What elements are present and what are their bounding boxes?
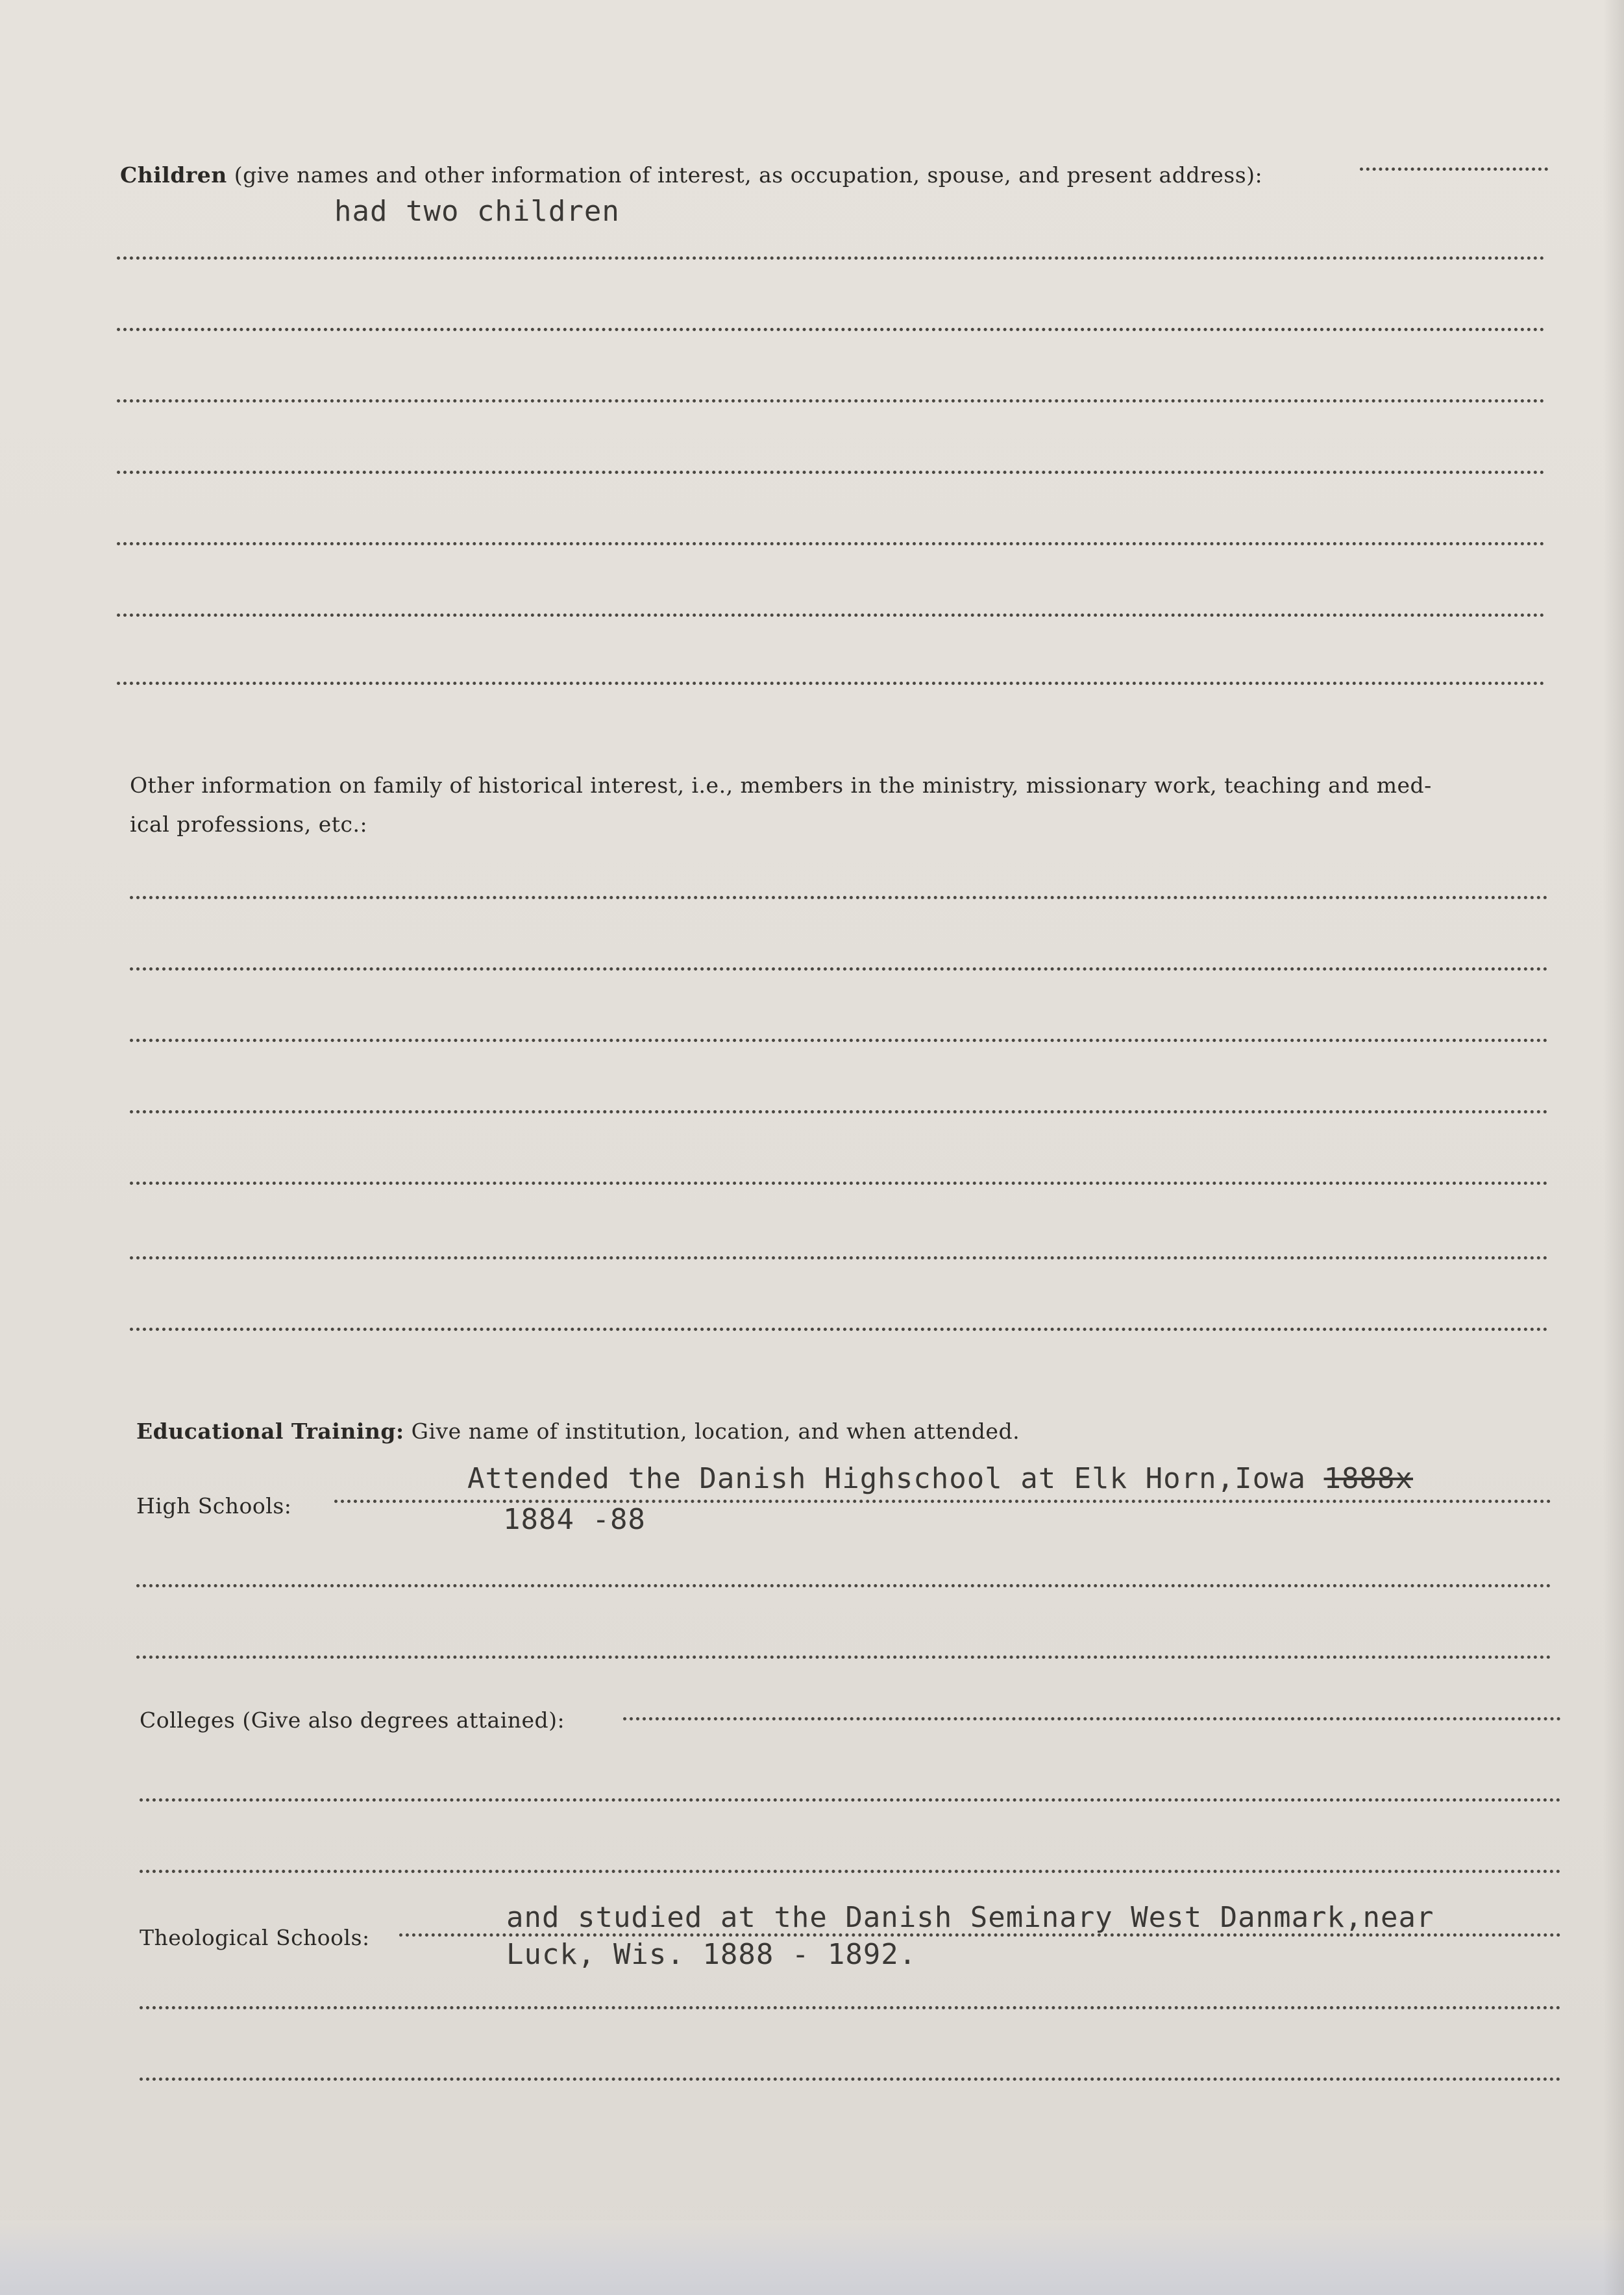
high-schools-line-2[interactable] (136, 1656, 1551, 1659)
children-line-3[interactable] (117, 399, 1545, 403)
colleges-line-2[interactable] (140, 1870, 1561, 1873)
family-line-4[interactable] (130, 1110, 1548, 1113)
colleges-label: Colleges (Give also degrees attained): (140, 1707, 565, 1733)
children-label-bold: Children (120, 162, 227, 188)
colleges-line-1[interactable] (140, 1798, 1561, 1802)
children-line-7[interactable] (117, 682, 1545, 685)
education-heading (136, 1419, 1020, 1444)
family-line-1[interactable] (130, 896, 1548, 899)
high-schools-value-line1: Attended the Danish Highschool at Elk Horn,Iowa (467, 1462, 1307, 1495)
scan-bottom-edge (0, 2220, 1624, 2295)
theological-line-1[interactable] (140, 2006, 1561, 2009)
family-info-label-line2: ical professions, etc.: (130, 812, 368, 837)
education-heading-rest: Give name of institution, location, and when attended. (411, 1419, 1020, 1444)
high-schools-value[interactable] (467, 1462, 1413, 1495)
scan-right-edge (1603, 0, 1624, 2295)
children-line-0 (1360, 167, 1548, 171)
children-value[interactable]: had two children (334, 195, 620, 228)
children-line-6[interactable] (117, 614, 1545, 617)
family-line-5[interactable] (130, 1182, 1548, 1185)
children-line-4[interactable] (117, 471, 1545, 474)
children-label (120, 162, 1262, 188)
high-schools-line-1[interactable] (136, 1584, 1551, 1587)
high-schools-label: High Schools: (136, 1493, 292, 1519)
theological-value-line2[interactable]: Luck, Wis. 1888 - 1892. (506, 1938, 917, 1971)
children-line-5[interactable] (117, 542, 1545, 545)
colleges-line-0[interactable] (623, 1717, 1561, 1720)
family-line-6[interactable] (130, 1256, 1548, 1259)
high-schools-value-line2[interactable]: 1884 -88 (503, 1503, 646, 1536)
high-schools-value-strike: 1888x (1323, 1462, 1413, 1495)
children-label-rest: (give names and other information of interest, as occupation, spouse, and present address): (234, 162, 1263, 188)
theological-line-2[interactable] (140, 2078, 1561, 2081)
family-info-label-line1: Other information on family of historical interest, i.e., members in the ministry, missionary work, teaching and med- (130, 773, 1432, 798)
theological-schools-label: Theological Schools: (140, 1925, 370, 1950)
family-line-7[interactable] (130, 1328, 1548, 1331)
children-line-1[interactable] (117, 256, 1545, 260)
education-heading-bold: Educational Training: (136, 1419, 404, 1444)
family-line-2[interactable] (130, 967, 1548, 971)
children-line-2[interactable] (117, 328, 1545, 331)
theological-value-line1[interactable]: and studied at the Danish Seminary West Danmark,near (506, 1901, 1434, 1934)
family-line-3[interactable] (130, 1039, 1548, 1042)
